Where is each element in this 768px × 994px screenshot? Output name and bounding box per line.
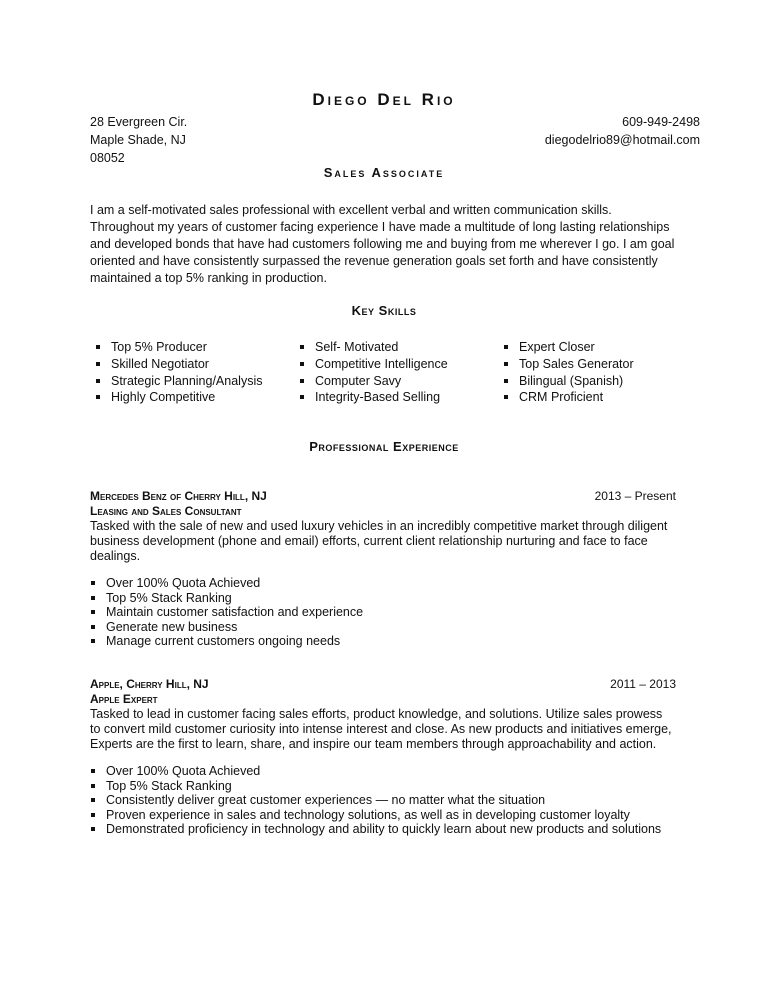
- achievement-item: Generate new business: [90, 620, 676, 635]
- job-dates: 2013 – Present: [594, 489, 676, 503]
- job-header: [90, 489, 676, 504]
- job-description-line: Tasked with the sale of new and used luxury vehicles in an incredibly competitive market through diligent: [90, 519, 668, 533]
- address-city: Maple Shade, NJ: [90, 133, 186, 147]
- email-address: diegodelrio89@hotmail.com: [544, 133, 700, 147]
- skill-item: Bilingual (Spanish): [501, 373, 701, 390]
- address-block: [90, 113, 187, 167]
- candidate-name: Diego Del Rio: [312, 90, 456, 109]
- summary-paragraph: [90, 202, 690, 287]
- address-street: 28 Evergreen Cir.: [90, 115, 188, 129]
- job-entry-mercedes: [90, 489, 676, 649]
- job-position: Leasing and Sales Consultant: [90, 504, 242, 518]
- skill-item: Computer Savy: [297, 373, 497, 390]
- job-description-line: to convert mild customer curiosity into intense interest and close. As new products and initiatives emerge,: [90, 722, 672, 736]
- skills-column-3: [501, 339, 701, 406]
- skill-item: Expert Closer: [501, 339, 701, 356]
- job-dates: 2011 – 2013: [610, 677, 676, 691]
- job-achievements: [90, 576, 676, 649]
- contact-block: [545, 113, 700, 149]
- job-header: [90, 677, 676, 692]
- skill-item: Self- Motivated: [297, 339, 497, 356]
- skill-item: CRM Proficient: [501, 389, 701, 406]
- job-achievements: [90, 764, 676, 837]
- skills-heading: Key Skills: [351, 303, 417, 318]
- achievement-item: Proven experience in sales and technology solutions, as well as in developing customer loyalty: [90, 808, 676, 823]
- job-company: Mercedes Benz of Cherry Hill, NJ: [90, 489, 267, 503]
- job-description-line: Experts are the first to learn, share, and inspire our team members through approachability and action.: [90, 737, 657, 751]
- job-description-line: Tasked to lead in customer facing sales efforts, product knowledge, and solutions. Utilize sales prowess: [90, 707, 663, 721]
- achievement-item: Top 5% Stack Ranking: [90, 591, 676, 606]
- job-description: [90, 707, 676, 752]
- skills-column-1: [93, 339, 293, 406]
- achievement-item: Maintain customer satisfaction and experience: [90, 605, 676, 620]
- skills-column-2: [297, 339, 497, 406]
- skill-item: Skilled Negotiator: [93, 356, 293, 373]
- skill-item: Competitive Intelligence: [297, 356, 497, 373]
- achievement-item: Manage current customers ongoing needs: [90, 634, 676, 649]
- achievement-item: Consistently deliver great customer experiences — no matter what the situation: [90, 793, 676, 808]
- summary-line: maintained a top 5% ranking in production.: [90, 271, 327, 285]
- achievement-item: Demonstrated proficiency in technology and ability to quickly learn about new products and solutions: [90, 822, 676, 837]
- experience-heading: Professional Experience: [309, 439, 459, 454]
- achievement-item: Top 5% Stack Ranking: [90, 779, 676, 794]
- summary-line: oriented and have consistently surpassed the revenue generation goals set forth and have consistently: [90, 254, 658, 268]
- phone-number: 609-949-2498: [622, 115, 700, 129]
- achievement-item: Over 100% Quota Achieved: [90, 576, 676, 591]
- skill-item: Top Sales Generator: [501, 356, 701, 373]
- job-description-line: dealings.: [90, 549, 141, 563]
- job-position: Apple Expert: [90, 692, 158, 706]
- job-company: Apple, Cherry Hill, NJ: [90, 677, 209, 691]
- skill-item: Top 5% Producer: [93, 339, 293, 356]
- job-entry-apple: [90, 677, 676, 837]
- summary-line: I am a self-motivated sales professional with excellent verbal and written communication skills.: [90, 203, 612, 217]
- summary-line: Throughout my years of customer facing experience I have made a multitude of long lasting relationships: [90, 220, 670, 234]
- job-description: [90, 519, 676, 564]
- job-description-line: business development (phone and email) efforts, current client relationship nurturing and face to face: [90, 534, 648, 548]
- achievement-item: Over 100% Quota Achieved: [90, 764, 676, 779]
- skill-item: Strategic Planning/Analysis: [93, 373, 293, 390]
- objective-heading: Sales Associate: [323, 165, 445, 180]
- summary-line: and developed bonds that have had customers following me and buying from me wherever I go. I am goal: [90, 237, 675, 251]
- skill-item: Highly Competitive: [93, 389, 293, 406]
- address-zip: 08052: [90, 151, 125, 165]
- skill-item: Integrity-Based Selling: [297, 389, 497, 406]
